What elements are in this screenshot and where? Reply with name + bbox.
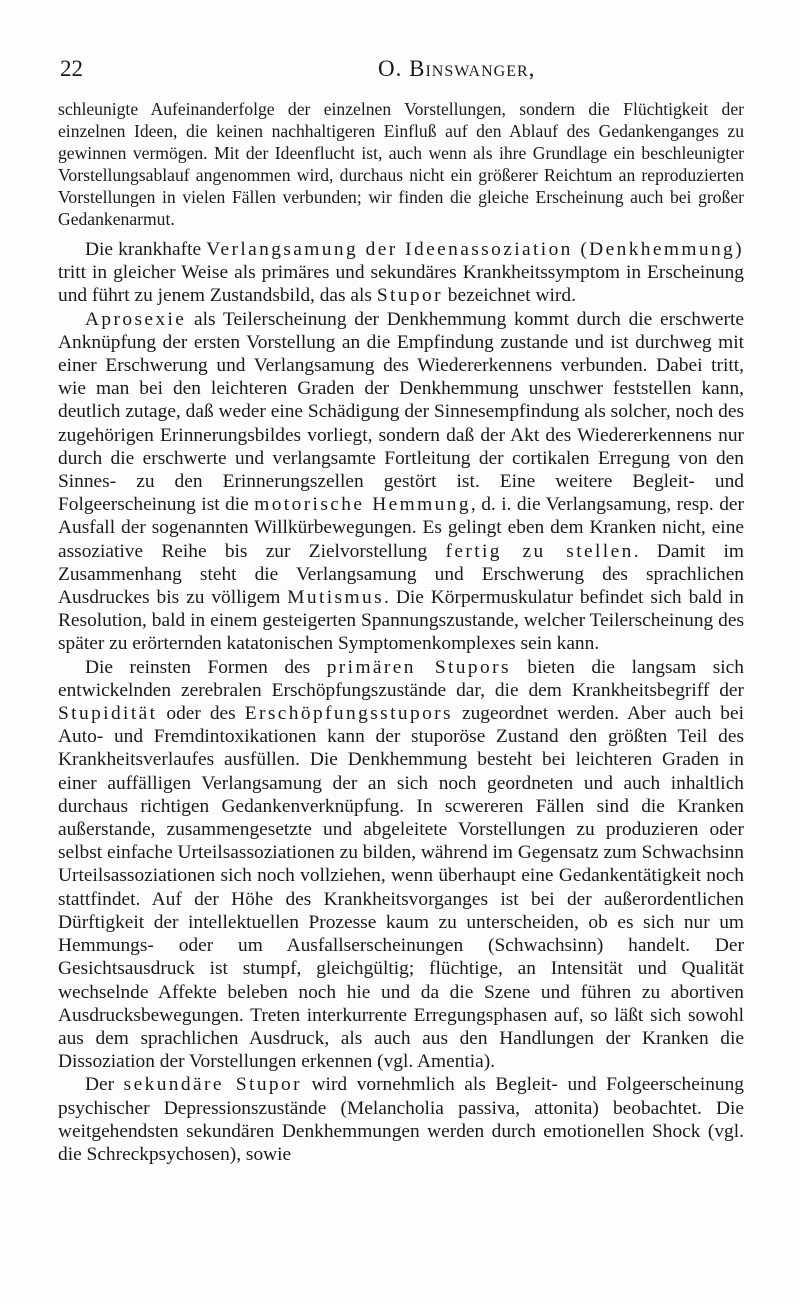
text-run: tritt in gleicher Weise als primäres und sekundäres Krankheitssymptom in Erscheinung und führt zu jenem Zustandsbild, das als	[58, 262, 744, 307]
page-number: 22	[60, 56, 83, 81]
text-run: . Die Körpermuskulatur befindet sich bald in Resolution, bald in einem gesteigerten Spannungszustande, welcher Teilerscheinung des später zu erörternden katatonischen Symptomenkomplexes sein kann.	[58, 587, 744, 655]
spaced-term: motorische Hemmung	[254, 494, 471, 516]
paragraph-sekundaerer-stupor	[58, 1073, 744, 1166]
spaced-term: primären Stupors	[326, 656, 511, 678]
text-run: , d. i. die Verlangsamung, resp. der Ausfall der sogenannten Willkürbewegungen. Es gelingt eben dem Kranken nicht, eine assoziative Reihe bis zur Zielvorstellung	[58, 494, 744, 562]
spaced-term: fertig zu stellen	[445, 540, 634, 562]
spaced-term: Stupor	[376, 285, 443, 307]
text-run: bezeichnet wird.	[442, 285, 576, 307]
text-run: bieten die langsam sich entwickelnden zerebralen Erschöpfungszustände dar, die dem Krankheitsbegriff der	[58, 656, 744, 701]
spaced-term: Stupidität	[58, 703, 158, 725]
running-head	[60, 56, 740, 84]
text-run: . Damit im Zusammenhang steht die Verlangsamung und Erschwerung des sprachlichen Ausdruckes bis zu völligem	[58, 540, 745, 609]
spaced-term: Aprosexie	[85, 308, 187, 330]
spaced-term: sekundäre Stupor	[123, 1074, 302, 1096]
text-run: Die reinsten Formen des	[85, 656, 327, 678]
running-head-author: O. Binswanger,	[378, 56, 536, 81]
text-run: zugeordnet werden. Aber auch bei Auto- und Fremdintoxikationen kann der stuporöse Zustand den größten Teil des Krankheitsverlaufes ausfüllen. Die Denkhemmung besteht bei leichteren Graden in einer auffälligen Verlangsamung der an sich noch geordneten und auch inhaltlich durchaus richtigen Gedankenverknüpfung. In scwereren Fällen sind die Kranken außerstande, zusammengesetzte und abgeleitete Vorstellungen zu produzieren oder selbst einfache Urteilsassoziationen zu bilden, während im Gegensatz zum Schwachsinn Urteilsassoziationen sich noch vollziehen, wenn überhaupt eine Gedankentätigkeit noch stattfindet. Auf der Höhe des Krankheitsvorganges ist bei der außerordentlichen Dürftigkeit der intellektuellen Prozesse kaum zu unterscheiden, ob es sich nur um Hemmungs- oder um Ausfallserscheinungen (Schwachsinn) handelt. Der Gesichtsausdruck ist stumpf, gleichgültig; flüchtige, an Intensität und Qualität wechselnde Affekte beleben noch hie und da die Szene und führen zu abortiven Ausdrucksbewegungen. Treten interkurrente Erregungsphasen auf, so läßt sich sowohl aus dem sprachlichen Ausdruck, als auch aus den Handlungen der Kranken die Dissoziation der Vorstellungen erkennen (vgl. Amentia).	[58, 703, 745, 1073]
paragraph-continuation: schleunigte Aufeinanderfolge der einzelnen Vorstellungen, sondern die Flüchtigkeit der einzelnen Ideen, die keinen nachhaltigeren Einfluß auf den Ablauf des Gedankenganges zu gewinnen vermögen. Mit der Ideenflucht ist, auch wenn als ihre Grundlage ein beschleunigter Vorstellungsablauf angenommen wird, durchaus nicht ein größerer Reichtum an reproduzierten Vorstellungen in vielen Fällen verbunden; wir finden die gleiche Erscheinung auch bei großer Gedankenarmut.	[58, 99, 744, 229]
body-text	[58, 98, 744, 1166]
spaced-term: Erschöpfungsstupors	[244, 703, 453, 725]
paragraph-denkhemmung	[58, 238, 744, 308]
text-run: wird vornehmlich als Begleit- und Folgeerscheinung psychischer Depressionszustände (Melancholia passiva, attonita) beobachtet. Die weitgehendsten sekundären Denkhemmungen werden durch emotionellen Shock (vgl. die Schreckpsychosen), sowie	[58, 1074, 744, 1165]
text-run: Der	[85, 1074, 124, 1096]
spaced-term: Mutismus	[287, 587, 385, 609]
paragraph-aprosexie	[58, 308, 744, 656]
text-run: Die krankhafte	[85, 239, 207, 260]
paragraph-primaerer-stupor	[58, 656, 744, 1074]
text-run: oder des	[157, 703, 245, 725]
spaced-term: Verlangsamung der Ideenassoziation (Denkhemmung)	[206, 239, 744, 260]
text-run: als Teilerscheinung der Denkhemmung kommt durch die erschwerte Anknüpfung der ersten Vorstellung an die Empfindung zustande und ist durchweg mit einer Erschwerung und Verlangsamung des Wiedererkennens verbunden. Dabei tritt, wie man bei den leichteren Graden der Denkhemmung unschwer feststellen kann, deutlich zutage, daß weder eine Schädigung der Sinnesempfindung als solcher, noch des zugehörigen Erinnerungsbildes vorliegt, sondern daß der Akt des Wiedererkennens nur durch die erschwerte und verlangsamte Fortleitung der cortikalen Erregung von den Sinnes- zu den Erinnerungszellen gestört ist. Eine weitere Begleit- und Folgeerscheinung ist die	[58, 308, 744, 516]
